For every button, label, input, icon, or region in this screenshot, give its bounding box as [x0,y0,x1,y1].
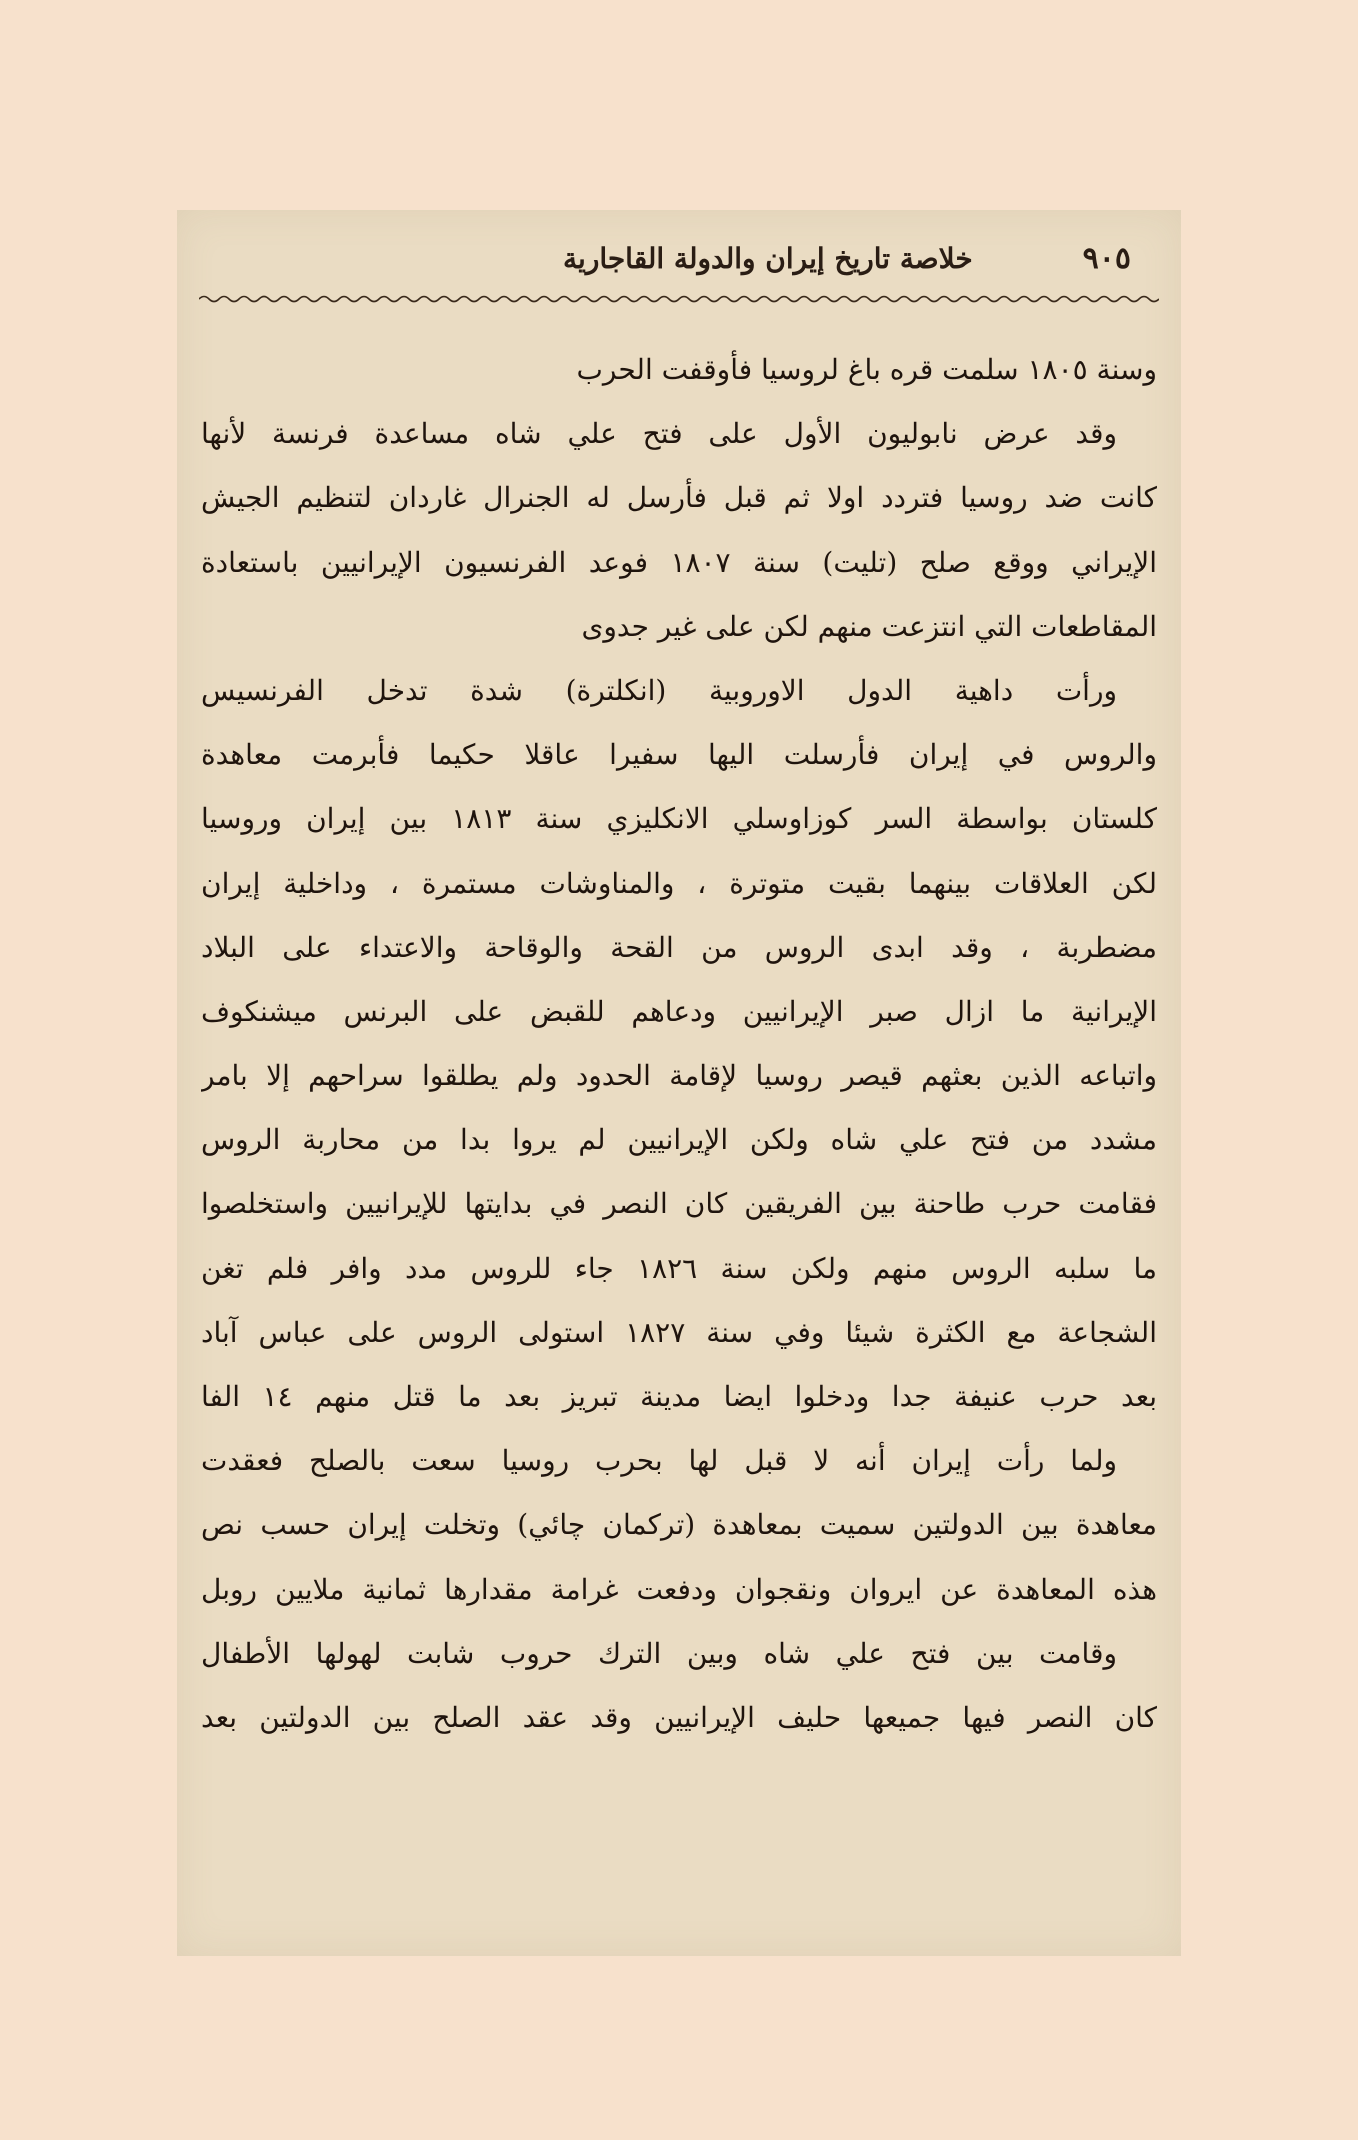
page-number: ٩٠٥ [1082,240,1131,276]
scanned-page [177,210,1181,1956]
text-line: ورأت داهية الدول الاوروبية (انكلترة) شدة تدخل الفرنسيس [201,673,1117,707]
body-text [201,338,1157,1750]
text-line: وقامت بين فتح علي شاه وبين الترك حروب شابت لهولها الأطفال [201,1636,1117,1670]
text-line: معاهدة بين الدولتين سميت بمعاهدة (تركمان چائي) وتخلت إيران حسب نص [201,1508,1157,1542]
text-line: هذه المعاهدة عن ايروان ونقجوان ودفعت غرامة مقدارها ثمانية ملايين روبل [201,1572,1157,1606]
decorative-wavy-rule [199,292,1159,306]
text-line: فقامت حرب طاحنة بين الفريقين كان النصر في بدايتها للإيرانيين واستخلصوا [201,1187,1157,1221]
text-line: الإيرانية ما ازال صبر الإيرانيين ودعاهم للقبض على البرنس ميشنكوف [201,994,1157,1028]
text-line: وقد عرض نابوليون الأول على فتح علي شاه مساعدة فرنسة لأنها [201,417,1117,451]
running-title: خلاصة تاريخ إيران والدولة القاجارية [563,241,973,275]
text-line: بعد حرب عنيفة جدا ودخلوا ايضا مدينة تبريز بعد ما قتل منهم ١٤ الفا [201,1380,1157,1413]
page-header [207,232,1151,284]
text-line: والروس في إيران فأرسلت اليها سفيرا عاقلا حكيما فأبرمت معاهدة [201,738,1157,772]
text-line: المقاطعات التي انتزعت منهم لكن على غير جدوى [581,609,1157,643]
text-line: لكن العلاقات بينهما بقيت متوترة ، والمناوشات مستمرة ، وداخلية إيران [201,866,1157,900]
wavy-rule-line [199,297,1159,302]
text-line: مشدد من فتح علي شاه ولكن الإيرانيين لم يروا بدا من محاربة الروس [201,1123,1157,1157]
text-line: وسنة ١٨٠٥ سلمت قره باغ لروسيا فأوقفت الحرب [576,353,1157,386]
text-line: واتباعه الذين بعثهم قيصر روسيا لإقامة الحدود ولم يطلقوا سراحهم إلا بامر [201,1059,1157,1093]
text-line: الشجاعة مع الكثرة شيئا وفي سنة ١٨٢٧ استولى الروس على عباس آباد [201,1315,1157,1349]
text-line: الإيراني ووقع صلح (تليت) سنة ١٨٠٧ فوعد الفرنسيون الإيرانيين باستعادة [201,545,1157,579]
text-line: كانت ضد روسيا فتردد اولا ثم قبل فأرسل له الجنرال غاردان لتنظيم الجيش [201,481,1157,515]
text-line: كان النصر فيها جميعها حليف الإيرانيين وقد عقد الصلح بين الدولتين بعد [201,1700,1157,1734]
text-line: ولما رأت إيران أنه لا قبل لها بحرب روسيا سعت بالصلح فعقدت [201,1444,1117,1478]
text-line: مضطربة ، وقد ابدى الروس من القحة والوقاحة والاعتداء على البلاد [201,930,1157,964]
text-line: ما سلبه الروس منهم ولكن سنة ١٨٢٦ جاء للروس مدد وافر فلم تغن [201,1251,1157,1285]
text-line: كلستان بواسطة السر كوزاوسلي الانكليزي سنة ١٨١٣ بين إيران وروسيا [201,802,1157,836]
